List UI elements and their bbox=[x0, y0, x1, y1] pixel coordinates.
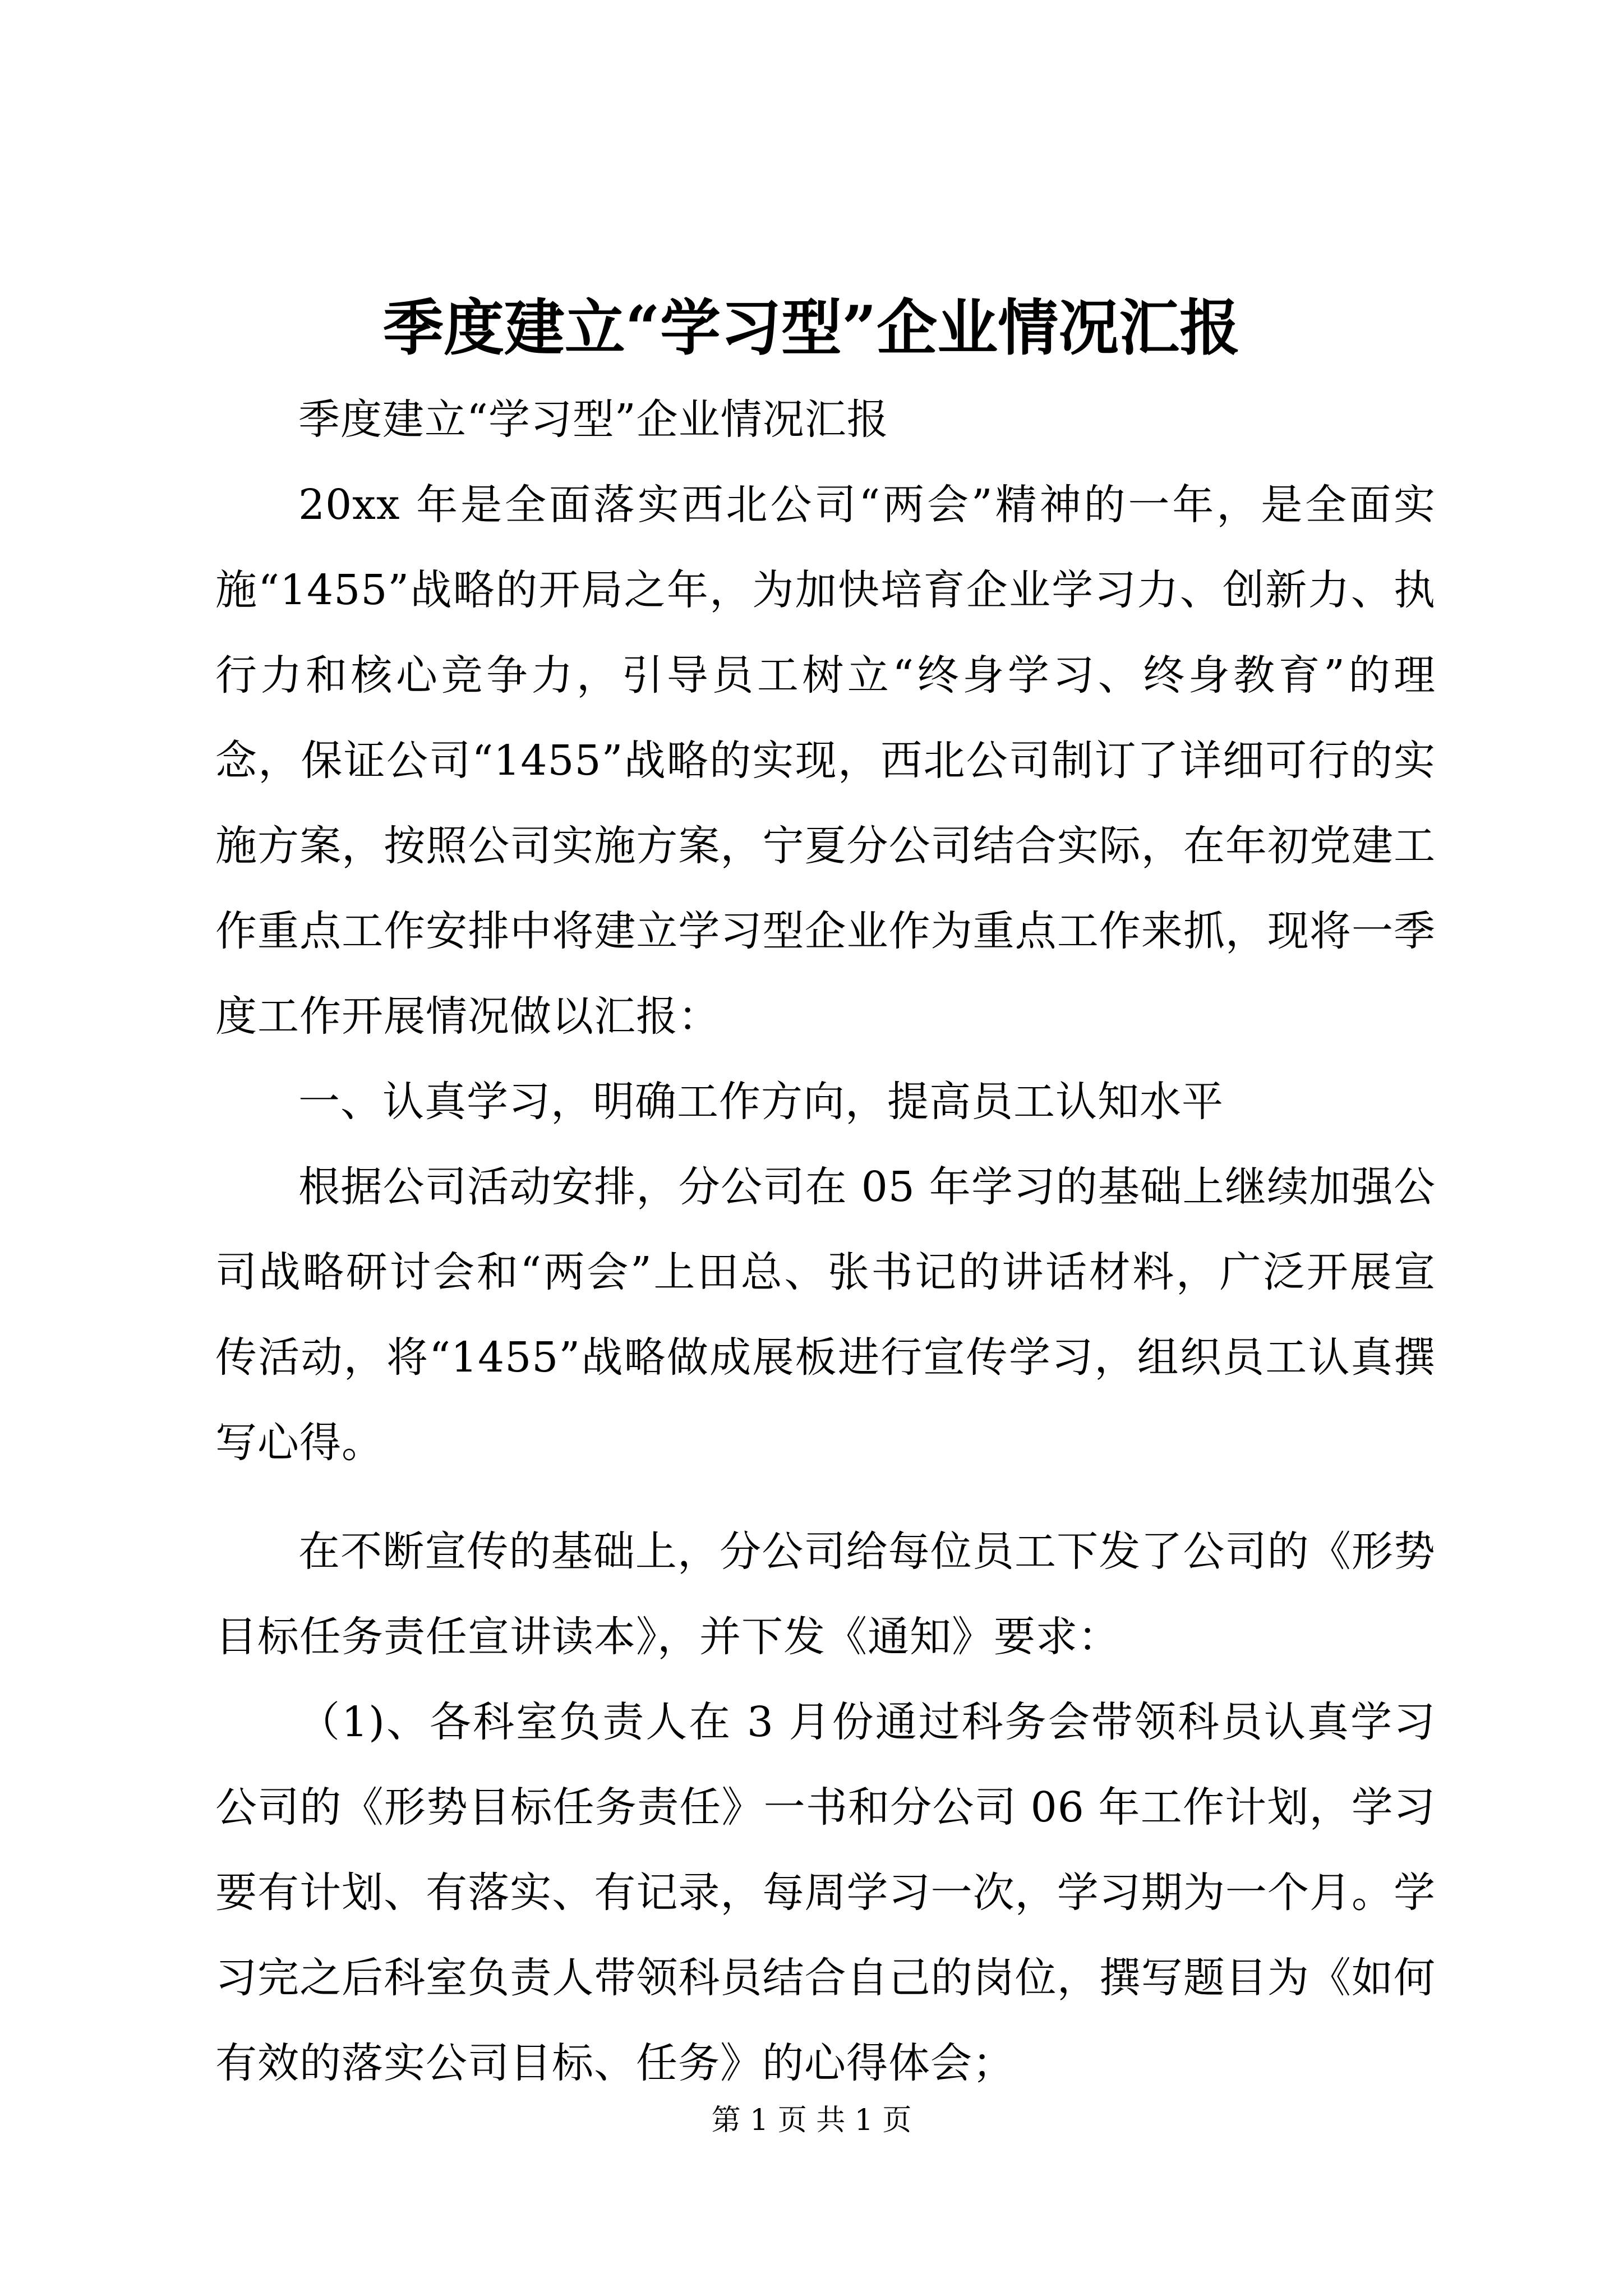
document-body bbox=[215, 377, 1436, 2106]
document-title: 季度建立“学习型”企业情况汇报 bbox=[382, 293, 1241, 364]
paragraph-intro: 20xx 年是全面落实西北公司“两会”精神的一年，是全面实施“1455”战略的开局之年，为加快培育企业学习力、创新力、执行力和核心竞争力，引导员工树立“终身学习、终身教育”的理念，保证公司“1455”战略的实现，西北公司制订了详细可行的实施方案，按照公司实施方案，宁夏分公司结合实际，在年初党建工作重点工作安排中将建立学习型企业作为重点工作来抓，现将一季度工作开展情况做以汇报： bbox=[215, 481, 1436, 1041]
paragraph-notice: 在不断宣传的基础上，分公司给每位员工下发了公司的《形势目标任务责任宣讲读本》，并下发《通知》要求： bbox=[215, 1527, 1436, 1661]
paragraph-subtitle: 季度建立“学习型”企业情况汇报 bbox=[298, 395, 889, 444]
paragraph-study-plan: 根据公司活动安排，分公司在 05 年学习的基础上继续加强公司战略研讨会和“两会”上田总、张书记的讲话材料，广泛开展宣传活动，将“1455”战略做成展板进行宣传学习，组织员工认真撰写心得。 bbox=[215, 1163, 1436, 1467]
page-number-footer: 第 1 页 共 1 页 bbox=[711, 2104, 912, 2137]
section-heading-1: 一、认真学习，明确工作方向，提高员工认知水平 bbox=[298, 1078, 1224, 1126]
paragraph-requirement-1: （1)、各科室负责人在 3 月份通过科务会带领科员认真学习公司的《形势目标任务责任》一书和分公司 06 年工作计划，学习要有计划、有落实、有记录，每周学习一次，学习期为一个月。学习完之后科室负责人带领科员结合自己的岗位，撰写题目为《如何有效的落实公司目标、任务》的心得体会； bbox=[215, 1698, 1436, 2087]
